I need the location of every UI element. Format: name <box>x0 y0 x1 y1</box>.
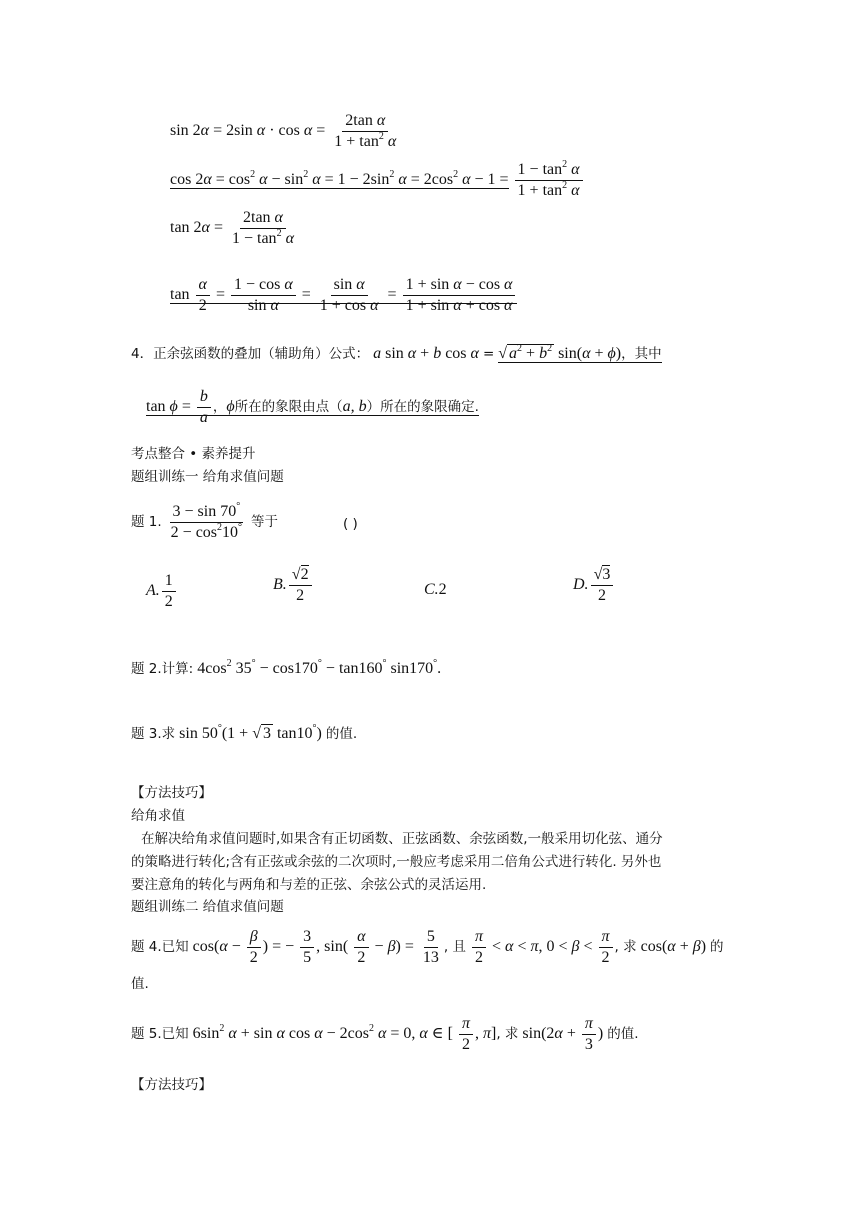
question-5: 题 5.已知 $6\sin^2$ α + sin α $\cos \alpha - 2\cos^2$ α = 0, α ∈ [ $\frac{\pi}{2}$ , π], 求 sin(2α + $\frac{\pi}{3}$ ) 的值. <box>131 1015 639 1053</box>
formula-sin2a: sin 2α = 2sin α · cos α = $\frac{\text{2tan α}}{1 + \tan^2 \alpha}$ <box>170 112 397 150</box>
q1-answer-paren: ( ) <box>343 516 358 532</box>
item4-comma: ， <box>212 399 227 416</box>
group2-title: 题组训练二 给值求值问题 <box>131 899 284 915</box>
question-4: 题 4.已知 cos(α − $\frac{\beta}{2}$ ) = − $\frac{3}{5}$ , sin( $\frac{\alpha}{2}$ − β) = $\frac{5}{13}$ , 且 $\frac{\pi}{2}$ < α < π, 0 < β < $\frac{\pi}{2}$ , 求 cos(α + β) 的 <box>131 928 724 966</box>
method1-p1: 在解决给角求值问题时,如果含有正切函数、正弦函数、余弦函数,一般采用切化弦、通分 <box>141 831 663 847</box>
method1-p3: 要注意角的转化与两角和与差的正弦、余弦公式的灵活运用. <box>131 877 487 893</box>
q1-option-a: A. $\frac{1}{2}$ <box>146 572 178 611</box>
q1-option-c: C.2 <box>424 581 447 598</box>
formula-tan2a: tan 2α = $\frac{\text{2tan α}}{1 - \tan^2 \alpha}$ <box>170 209 294 247</box>
auxiliary-angle-formula: 4．正余弦函数的叠加（辅助角）公式： a sin α + b cos α = √ $a^2 + b^2$ sin(α + ϕ)，其中 <box>131 343 662 362</box>
method1-title: 【方法技巧】 <box>131 785 212 801</box>
item4-tail: ，其中 <box>621 346 662 362</box>
item4-quadrant-text: 所在的象限由点（ <box>234 399 343 416</box>
formula-cos2a: $\cos 2\alpha = \cos^2 \alpha - \sin^2 \alpha = 1 - 2\sin^2$ $\alpha = 2\cos^2$ α − 1 = $\frac{1 - \tan^2 \alpha}{1 + \tan^2 \alpha}$ <box>170 161 585 200</box>
formula-tan-half: tan $\frac{\alpha}{2}$ = $\frac{\text{1 − cos α}}{\text{sin α}}$ = $\frac{\text{sin α}}{\text{1 + cos α}}$ = $\frac{\text{1 + sin α − cos α}}{\text{1 + sin α + cos α}}$ <box>170 276 517 315</box>
q1-suffix: 等于 <box>251 514 279 531</box>
q4-continuation: 值. <box>131 976 149 992</box>
question-3: 题 3.求 sin 50°(1 + √ 3 tan10°) 的值. <box>131 723 358 742</box>
item4-quadrant-end: ）所在的象限确定. <box>366 399 479 416</box>
question-2: 题 2.计算: $4\cos^2$ 35° − cos170° − tan160° sin170°. <box>131 658 442 677</box>
item4-lead: 4．正余弦函数的叠加（辅助角）公式： <box>131 346 370 362</box>
section-title: 考点整合 • 素养提升 <box>131 446 256 462</box>
method2-title: 【方法技巧】 <box>131 1077 212 1093</box>
q1-label: 题 1. <box>131 514 162 531</box>
q1-option-d: D. $\frac{√3}{2}$ <box>573 566 615 605</box>
q1-option-b: B. $\frac{√2}{2}$ <box>273 566 314 605</box>
question-1: 题 1. $\frac{3 - \sin 70^\circ}{2 - \cos^210^\circ}$ 等于 <box>131 501 279 541</box>
method1-p2: 的策略进行转化;含有正弦或余弦的二次项时,一般应考虑采用二倍角公式进行转化. 另外也 <box>131 854 662 870</box>
auxiliary-angle-condition: tan ϕ = $\frac{b}{a}$ ，ϕ所在的象限由点（a, b）所在的象限确定. <box>146 388 479 426</box>
group1-title: 题组训练一 给角求值问题 <box>131 469 284 485</box>
method1-subtitle: 给角求值 <box>131 808 185 824</box>
